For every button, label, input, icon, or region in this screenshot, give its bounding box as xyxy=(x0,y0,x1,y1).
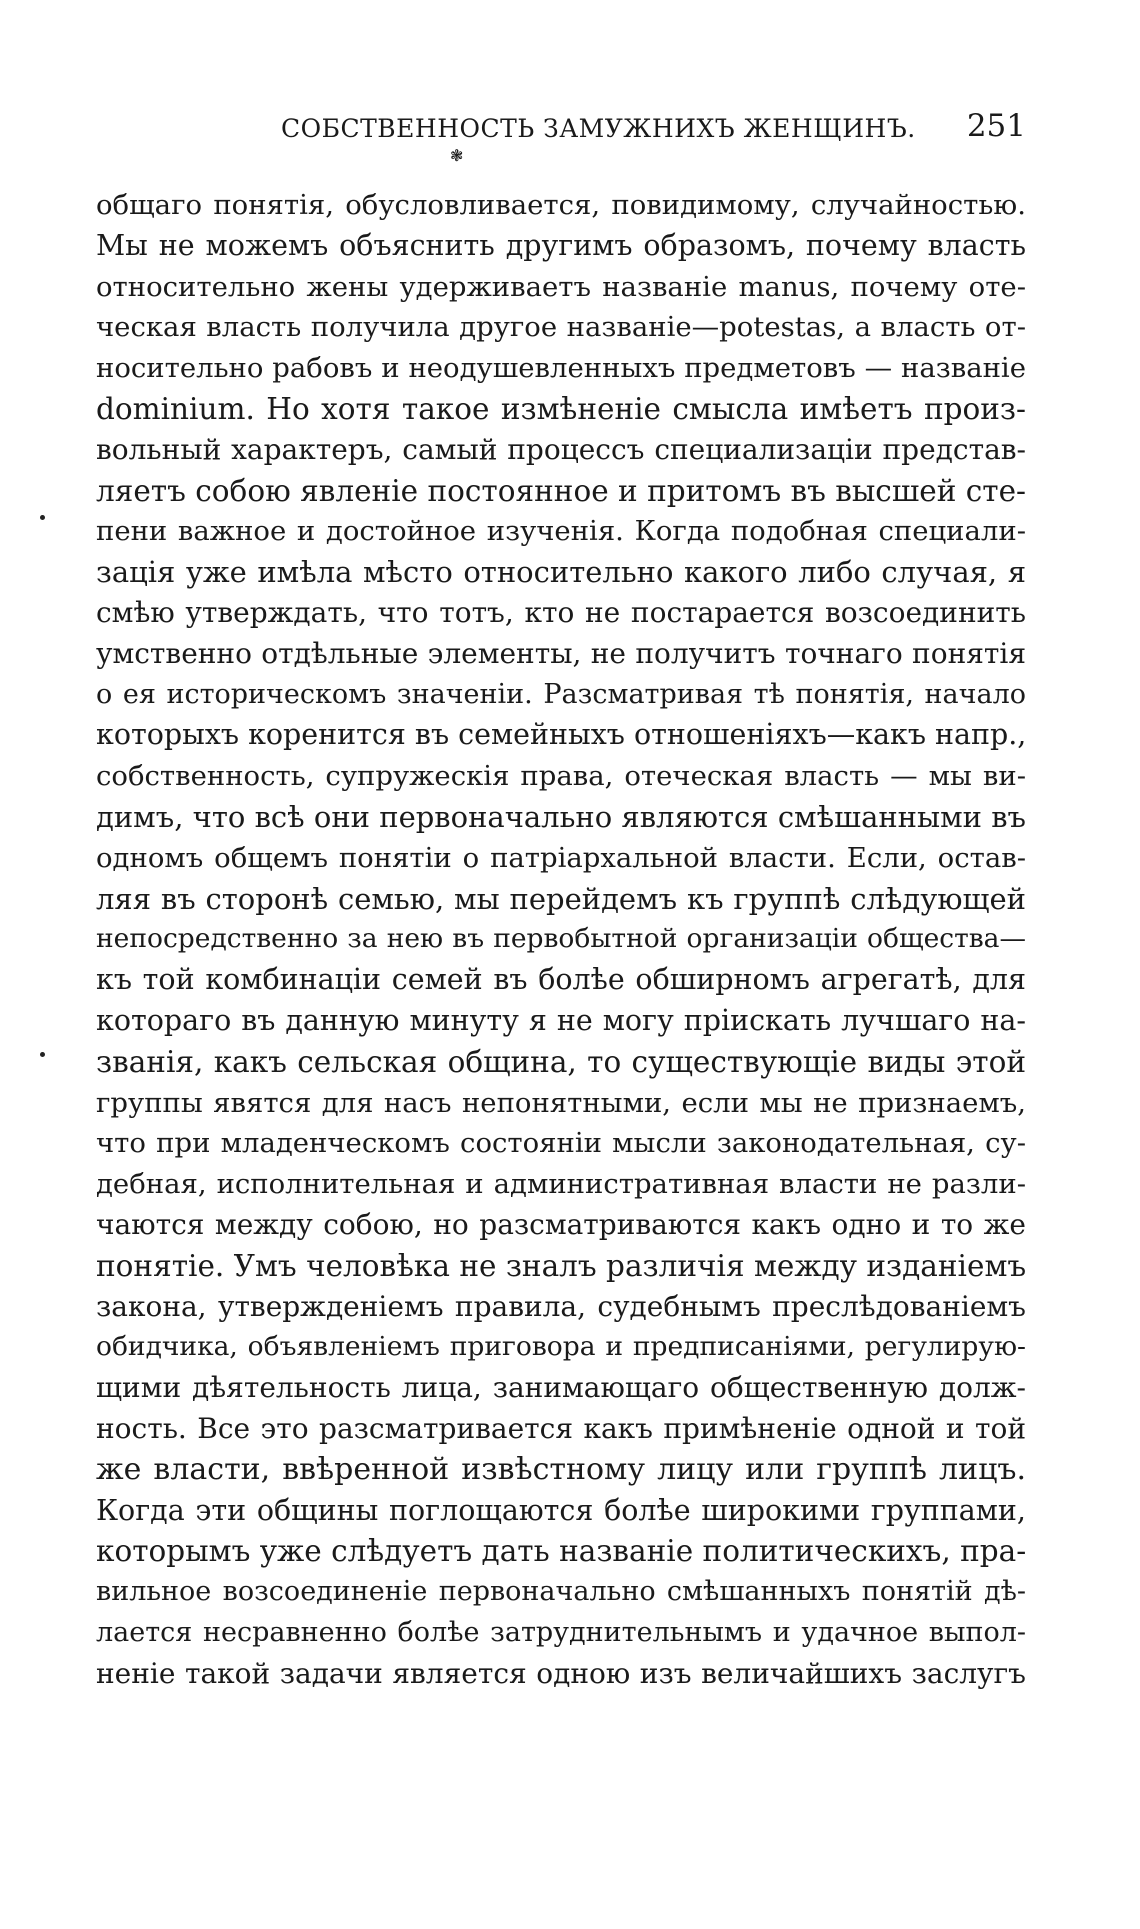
text-line-31: ность. Все это разсматривается какъ примѣненіе одной и той xyxy=(96,1411,1026,1445)
margin-speck xyxy=(40,515,45,520)
text-line-30: щими дѣятельность лица, занимающаго общественную долж- xyxy=(96,1371,1026,1405)
text-line-34: которымъ уже слѣдуетъ дать названіе политическихъ, пра- xyxy=(96,1534,1027,1569)
page-number: 251 xyxy=(966,108,1026,144)
text-line-17: одномъ общемъ понятіи о патріархальной власти. Если, остав- xyxy=(96,841,1026,874)
text-line-5: носительно рабовъ и неодушевленныхъ предметовъ — названіе xyxy=(96,352,1026,385)
text-line-2: Мы не можемъ объяснить другимъ образомъ, почему власть xyxy=(96,228,1026,262)
text-line-11: смѣю утверждать, что тотъ, кто не постарается возсоединить xyxy=(96,595,1026,629)
text-line-28: закона, утвержденіемъ правила, судебнымъ преслѣдованіемъ xyxy=(96,1289,1026,1323)
text-line-29: обидчика, объявленіемъ приговора и предписаніями, регулирую- xyxy=(96,1331,1026,1363)
body-text xyxy=(96,185,1026,1694)
text-line-4: ческая власть получила другое названіе—potestas, а власть от- xyxy=(96,311,1026,344)
text-line-3: относительно жены удерживаетъ названіе manus, почему оте- xyxy=(96,270,1026,303)
page-header xyxy=(96,108,1026,152)
text-line-36: лается несравненно болѣе затруднительнымъ и удачное выпол- xyxy=(96,1616,1026,1648)
text-line-33: Когда эти общины поглощаются болѣе широкими группами, xyxy=(96,1493,1026,1527)
text-line-19: непосредственно за нею въ первобытной организаціи общества— xyxy=(96,923,1026,955)
text-line-16: димъ, что всѣ они первоначально являются смѣшанными въ xyxy=(96,799,1026,834)
text-line-25: дебная, исполнительная и административная власти не разли- xyxy=(96,1168,1026,1201)
text-line-37: неніе такой задачи является одною изъ величайшихъ заслугъ xyxy=(96,1656,1026,1690)
text-line-27: понятіе. Умъ человѣка не зналъ различія между изданіемъ xyxy=(96,1248,1027,1283)
text-line-32: же власти, ввѣренной извѣстному лицу или группѣ лицъ. xyxy=(96,1451,1026,1487)
text-line-20: къ той комбинаціи семей въ болѣе обширномъ агрегатѣ, для xyxy=(96,963,1026,997)
text-line-13: о ея историческомъ значеніи. Разсматривая тѣ понятія, начало xyxy=(96,678,1026,710)
text-line-35: вильное возсоединеніе первоначально смѣшанныхъ понятій дѣ- xyxy=(96,1576,1026,1608)
text-line-22: званія, какъ сельская община, то существующіе виды этой xyxy=(96,1044,1026,1079)
text-line-12: умственно отдѣльные элементы, не получитъ точнаго понятія xyxy=(96,636,1026,670)
text-line-7: вольный характеръ, самый процессъ специализаціи представ- xyxy=(96,432,1026,466)
text-line-15: собственность, супружескія права, отеческая власть — мы ви- xyxy=(96,760,1026,793)
text-line-8: ляетъ собою явленіе постоянное и притомъ въ высшей сте- xyxy=(96,473,1027,508)
text-line-18: ляя въ сторонѣ семью, мы перейдемъ къ группѣ слѣдующей xyxy=(96,881,1026,916)
margin-speck xyxy=(40,1052,45,1057)
running-head: СОБСТВЕННОСТЬ ЗАМУЖНИХЪ ЖЕНЩИНЪ. xyxy=(281,114,916,143)
text-line-26: чаются между собою, но разсматриваются какъ одно и то же xyxy=(96,1207,1026,1241)
text-line-14: которыхъ коренится въ семейныхъ отношеніяхъ—какъ напр., xyxy=(96,718,1027,752)
text-line-23: группы явятся для насъ непонятными, если мы не признаемъ, xyxy=(96,1086,1026,1119)
text-line-10: зація уже имѣла мѣсто относительно какого либо случая, я xyxy=(96,555,1026,590)
text-line-6: dominium. Но хотя такое измѣненіе смысла имѣетъ произ- xyxy=(96,391,1026,426)
text-line-1: общаго понятія, обусловливается, повидимому, случайностью. xyxy=(96,189,1026,221)
ornament-glyph: ❃ xyxy=(450,146,464,165)
text-line-24: что при младенческомъ состояніи мысли законодательная, су- xyxy=(96,1127,1026,1160)
text-line-9: пени важное и достойное изученія. Когда подобная специали- xyxy=(96,515,1026,548)
text-line-21: котораго въ данную минуту я не могу пріискать лучшаго на- xyxy=(96,1003,1026,1037)
